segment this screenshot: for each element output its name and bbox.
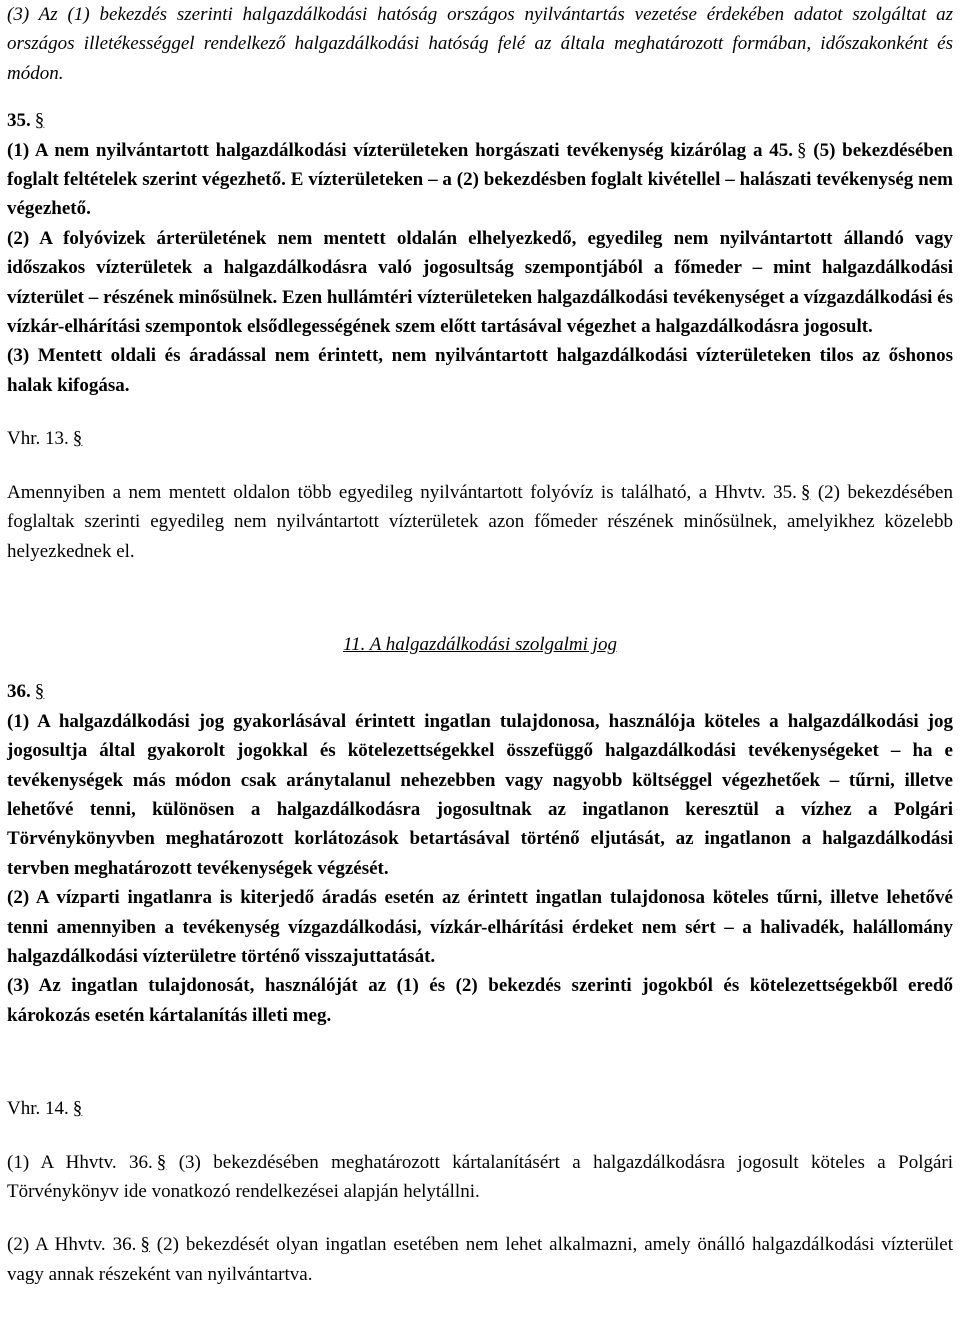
chapter-title: 11. A halgazdálkodási szolgalmi jog <box>343 633 617 655</box>
section-sign-link[interactable]: § <box>72 428 83 450</box>
section-35-paragraph-2: (2) A folyóvizek árterületének nem mentett oldalán elhelyezkedő, egyedileg nem nyilvántartott állandó vagy időszakos vízterületek a halgazdálkodásra való jogosultság szempontjából a főmeder – mint halgazdálkodási vízterület – részének minősülnek. Ezen hullámtéri vízterületeken halgazdálkodási tevékenységet a vízgazdálkodási és vízkár-elhárítási szempontok elsődlegességének szem előtt tartásával végezhet a halgazdálkodásra jogosult. <box>7 227 953 338</box>
text-run: Amennyiben a nem mentett oldalon több egyedileg nyilvántartott folyóvíz is található, a Hhvtv. 35. <box>7 481 797 503</box>
section-sign-link[interactable]: § <box>156 1151 167 1173</box>
vhr-14-heading <box>7 1094 953 1123</box>
section-36 <box>7 677 953 1030</box>
section-36-heading <box>7 677 953 706</box>
section-sign-link[interactable]: § <box>796 139 807 161</box>
paragraph-34-3: (3) Az (1) bekezdés szerinti halgazdálkodási hatóság országos nyilvántartás vezetése érdekében adatot szolgáltat az országos illetékességgel rendelkező halgazdálkodási hatóság felé az általa meghatározott formában, időszakonként és módon. <box>7 4 953 84</box>
section-number: Vhr. 13. <box>7 428 69 450</box>
section-number: Vhr. 14. <box>7 1098 69 1120</box>
section-number: 35. <box>7 110 31 132</box>
section-35 <box>7 106 953 400</box>
document-page <box>7 0 953 1289</box>
vhr-13-heading <box>7 424 953 453</box>
section-sign-link[interactable]: § <box>34 110 45 132</box>
section-number: 36. <box>7 681 31 703</box>
vhr-13-paragraph <box>7 478 953 566</box>
section-sign-link[interactable]: § <box>72 1098 83 1120</box>
section-36-paragraph-3: (3) Az ingatlan tulajdonosát, használóját az (1) és (2) bekezdés szerinti jogokból és kötelezettségekből eredő károkozás esetén kártalanítás illeti meg. <box>7 975 953 1026</box>
section-sign-link[interactable]: § <box>140 1234 150 1256</box>
section-sign-link[interactable]: § <box>800 481 811 503</box>
text-run: (1) A Hhvtv. 36. <box>7 1151 153 1173</box>
text-run: (5) bekezdésében foglalt feltételek szerint végezhető. E vízterületeken – a (2) bekezdésben foglalt kivétellel – halászati tevékenység nem végezhető. <box>7 139 954 220</box>
text-run: (3) bekezdésében meghatározott kártalanításért a halgazdálkodásra jogosult köteles a Polgári Törvénykönyv ide vonatkozó rendelkezései alapján helytállni. <box>7 1151 954 1202</box>
text-run: (2) bekezdésében foglaltak szerinti egyedileg nem nyilvántartott vízterületek azon főmeder részének minősülnek, amelyikhez közelebb helyezkednek el. <box>7 481 953 562</box>
section-36-paragraph-1: (1) A halgazdálkodási jog gyakorlásával érintett ingatlan tulajdonosa, használója köteles a halgazdálkodási jog jogosultja által gyakorolt jogokkal és kötelezettségekkel összefüggő halgazdálkodási tevékenységeket – ha e tevékenységek más módon csak aránytalanul nehezebben vagy nagyobb költséggel végezhetőek – tűrni, illetve lehetővé tenni, különösen a halgazdálkodásra jogosultnak az ingatlanon keresztül a vízhez a Polgári Törvénykönyvben meghatározott korlátozások betartásával történő eljutását, az ingatlanon a halgazdálkodási tervben meghatározott tevékenységek végzését. <box>7 710 953 879</box>
vhr-14-paragraph-1 <box>7 1148 953 1207</box>
section-35-heading <box>7 106 953 135</box>
text-run: (2) bekezdését olyan ingatlan esetében nem lehet alkalmazni, amely önálló halgazdálkodási vízterület vagy annak részeként van nyilvántartva. <box>7 1234 954 1285</box>
section-36-paragraph-2: (2) A vízparti ingatlanra is kiterjedő áradás esetén az érintett ingatlan tulajdonosa köteles tűrni, illetve lehetővé tenni amennyiben a tevékenység vízgazdálkodási, vízkár-elhárítási érdeket nem sért – a halivadék, halállomány halgazdálkodási vízterületre történő visszajuttatását. <box>7 887 953 967</box>
section-35-paragraph-3: (3) Mentett oldali és áradással nem érintett, nem nyilvántartott halgazdálkodási vízterületeken tilos az őshonos halak kifogása. <box>7 345 953 396</box>
text-run: (2) A Hhvtv. 36. <box>7 1234 137 1256</box>
section-35-paragraph-1 <box>7 136 953 224</box>
vhr-14-paragraph-2 <box>7 1230 953 1289</box>
text-run: (1) A nem nyilvántartott halgazdálkodási vízterületeken horgászati tevékenység kizárólag a 45. <box>7 139 793 161</box>
section-sign-link[interactable]: § <box>34 681 45 703</box>
